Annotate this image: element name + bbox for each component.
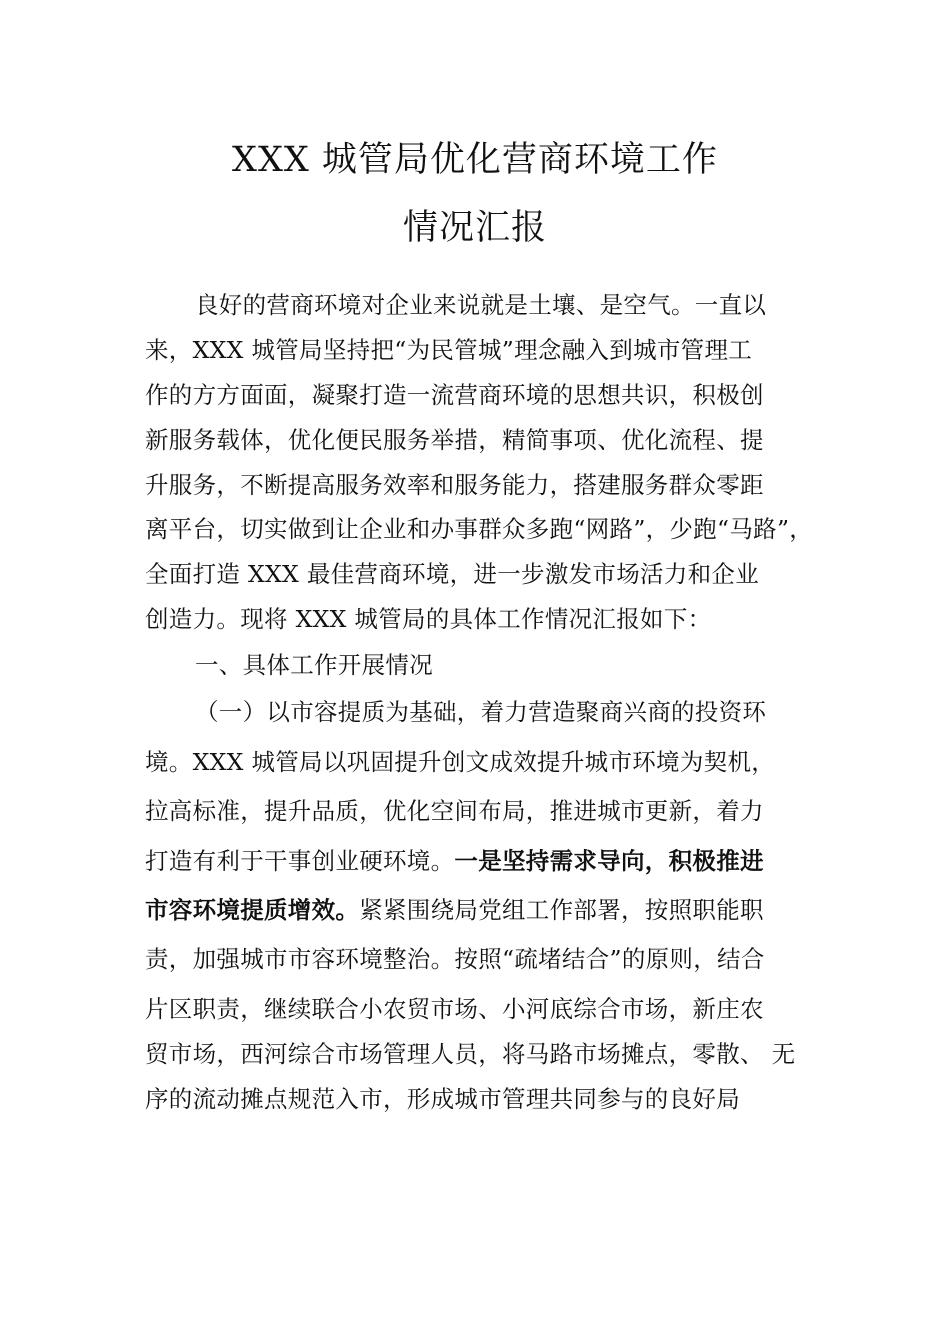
- body-line-10: 拉高标准，提升品质，优化空间布局，推进城市更新，着力: [145, 797, 764, 825]
- body-line-2: 来，XXX 城管局坚持把“为民管城”理念融入到城市管理工: [145, 336, 753, 364]
- body-line-7: 全面打造 XXX 最佳营商环境，进一步激发市场活力和企业: [145, 560, 760, 588]
- subsection-heading-1: （一）以市容提质为基础，着力营造聚商兴商的投资环: [195, 698, 767, 726]
- body-line-6: 离平台，切实做到让企业和办事群众多跑“网路”，少跑“马路”，: [145, 515, 814, 543]
- body-text: 打造有利于干事创业硬环境。: [145, 847, 455, 875]
- bold-lead-part-2: 市容环境提质增效。: [145, 896, 360, 924]
- section-heading-1: 一、具体工作开展情况: [195, 651, 433, 679]
- document-title-line-1: XXX 城管局优化营商环境工作: [232, 140, 718, 180]
- body-line-8: 创造力。现将 XXX 城管局的具体工作情况汇报如下：: [145, 605, 712, 633]
- document-title-line-2: 情况汇报: [402, 208, 547, 248]
- body-line-3: 作的方方面面，凝聚打造一流营商环境的思想共识，积极创: [145, 381, 764, 409]
- body-line-5: 升服务，不断提高服务效率和服务能力，搭建服务群众零距: [145, 471, 764, 499]
- body-line-12: [145, 891, 764, 925]
- body-line-9: 境。XXX 城管局以巩固提升创文成效提升城市环境为契机，: [145, 748, 776, 776]
- body-text: 紧紧围绕局党组工作部署，按照职能职: [359, 896, 764, 924]
- body-line-16: 序的流动摊点规范入市，形成城市管理共同参与的良好局: [145, 1085, 740, 1113]
- body-line-4: 新服务载体，优化便民服务举措，精简事项、优化流程、提: [145, 426, 764, 454]
- body-line-15: 贸市场，西河综合市场管理人员，将马路市场摊点，零散、 无: [145, 1040, 796, 1068]
- body-line-1: 良好的营商环境对企业来说就是土壤、是空气。一直以: [195, 291, 767, 319]
- body-line-11: [145, 842, 764, 876]
- body-line-13: 责，加强城市市容环境整治。按照“疏堵结合”的原则，结合: [145, 945, 765, 973]
- bold-lead-part-1: 一是坚持需求导向，积极推进: [454, 847, 764, 875]
- body-line-14: 片区职责，继续联合小农贸市场、小河底综合市场，新庄农: [145, 995, 764, 1023]
